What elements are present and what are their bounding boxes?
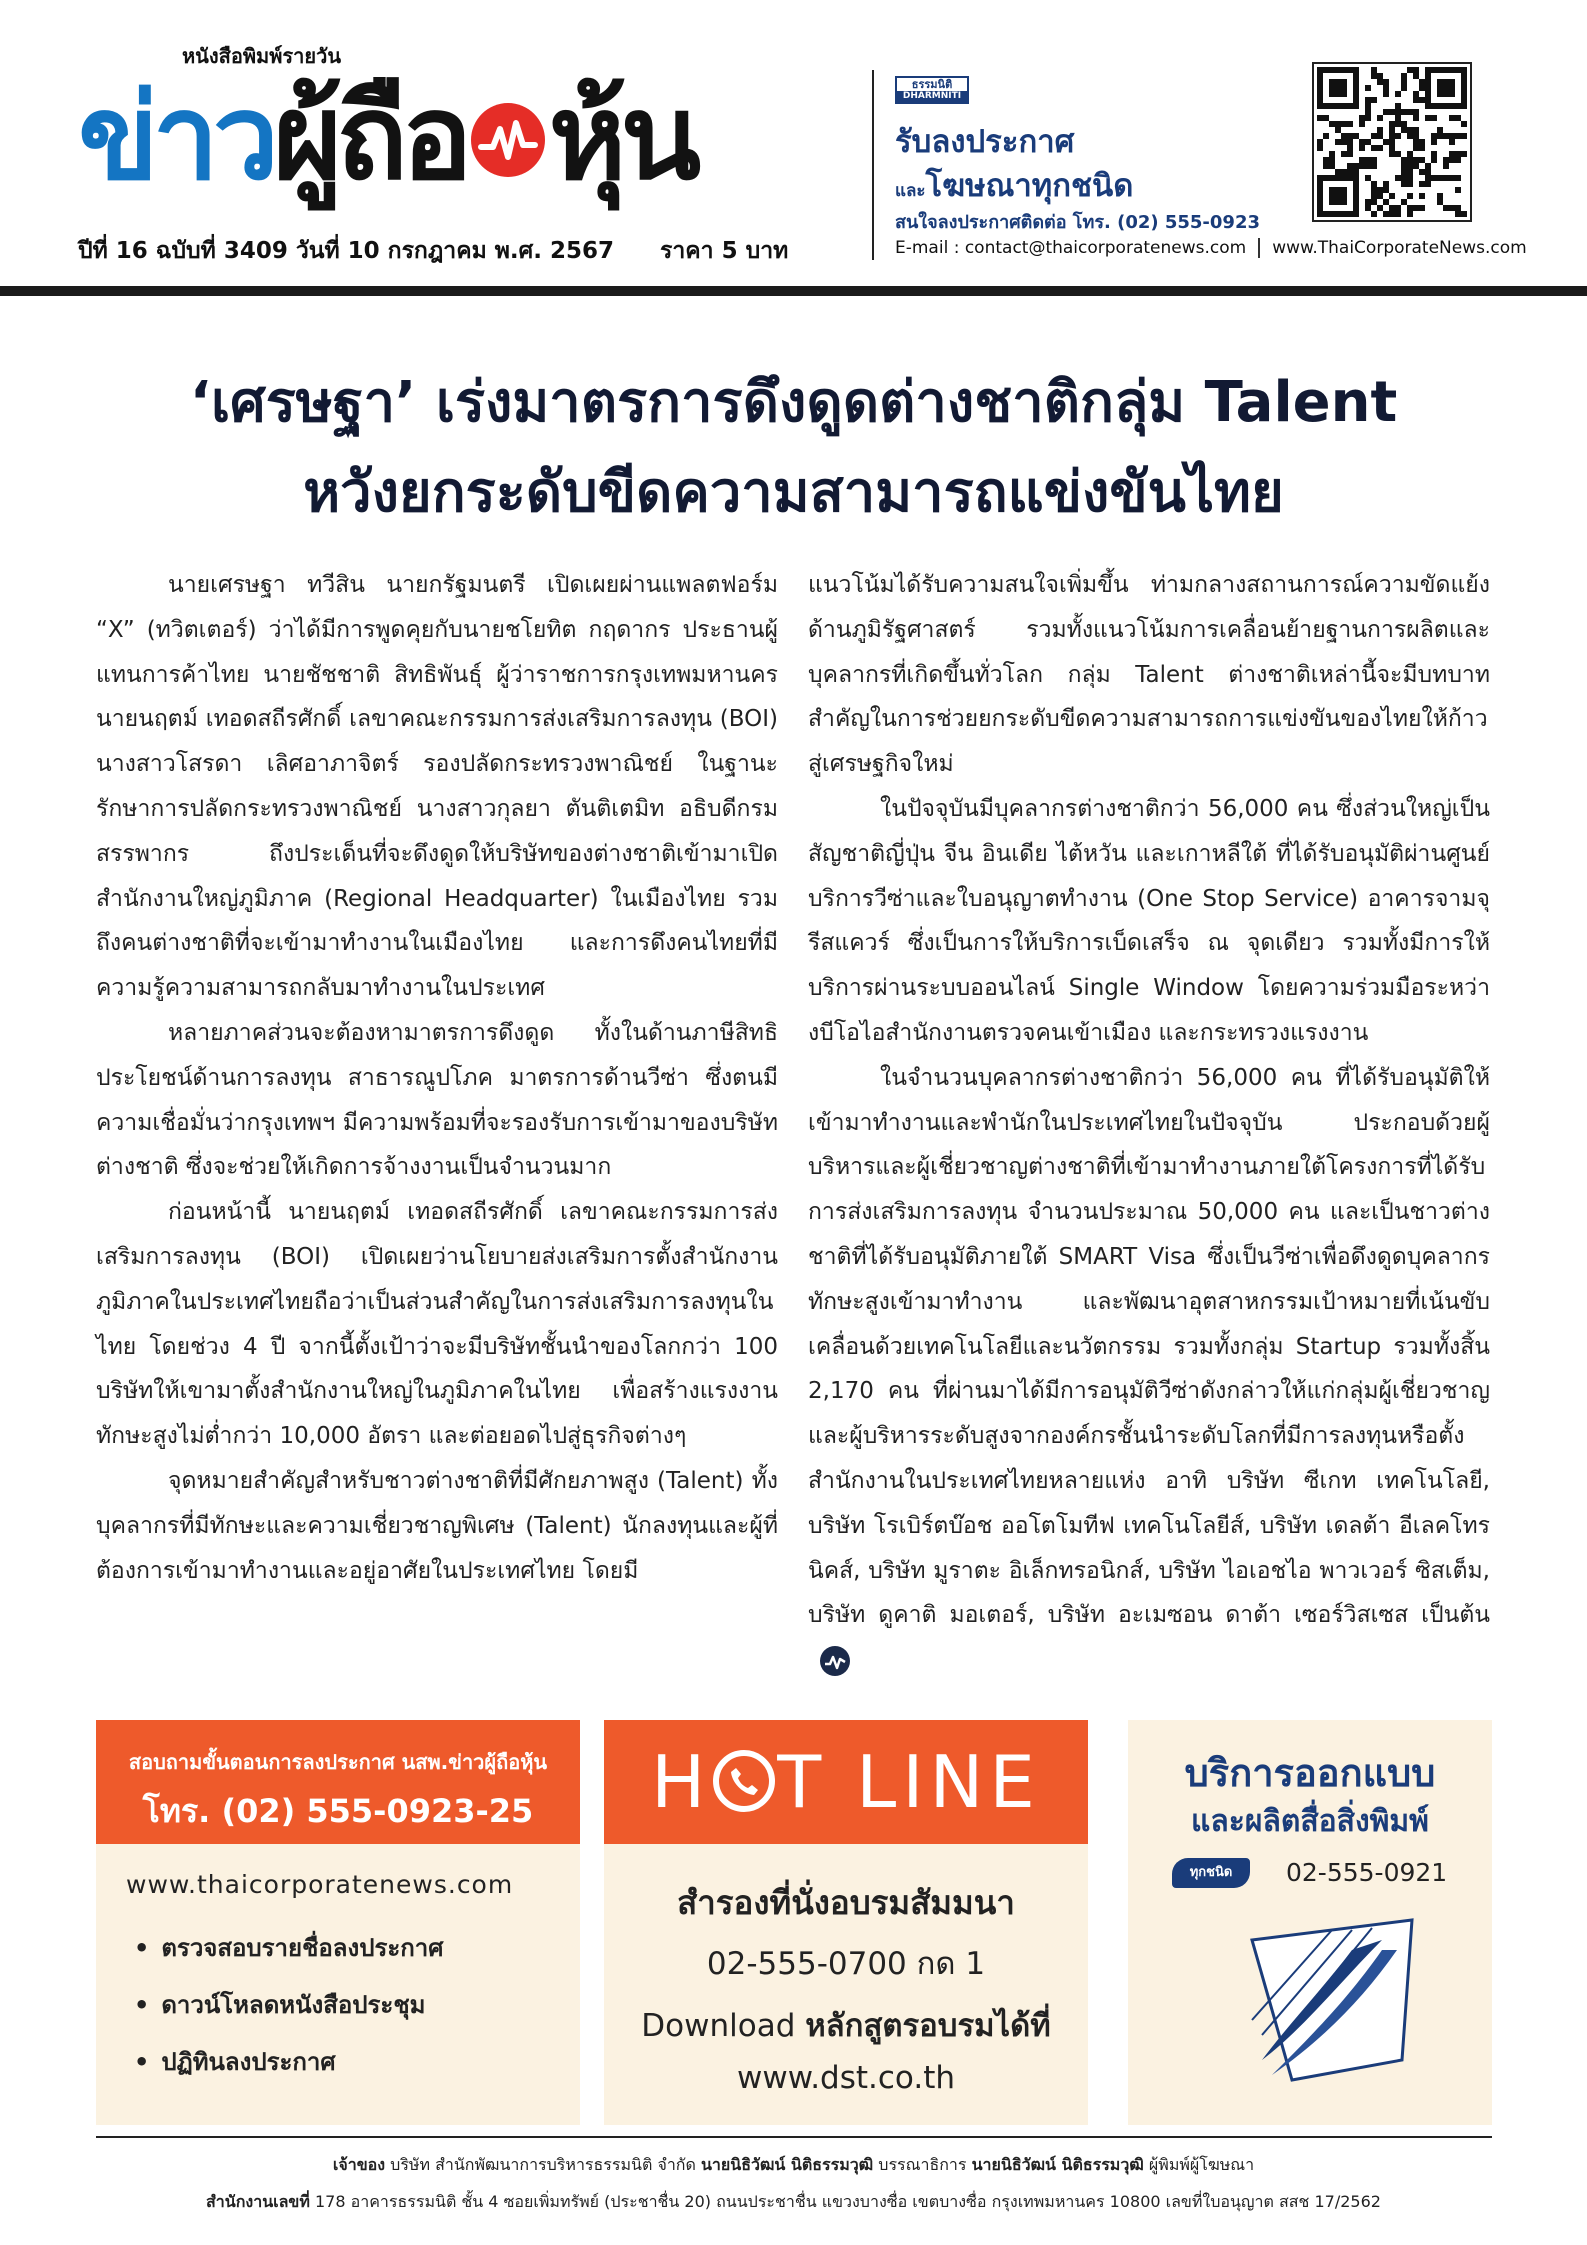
list-item: • ตรวจสอบรายชื่อลงประกาศ (134, 1928, 443, 1967)
qr-code[interactable] (1312, 62, 1472, 222)
dharmniti-logo (895, 76, 969, 104)
article-paragraph-last (808, 1056, 1490, 1683)
issue-date: ปีที่ 16 ฉบับที่ 3409 วันที่ 10 กรกฎาคม พ.ศ. 2567 (78, 238, 615, 264)
imprint-editor-role: บรรณาธิการ (878, 2155, 967, 2174)
ad-line-advertise (895, 160, 1133, 210)
list-item: • ปฏิทินลงประกาศ (134, 2042, 443, 2081)
article-paragraph: หลายภาคส่วนจะต้องหามาตรการดึงดูด ทั้งในด้านภาษีสิทธิประโยชน์ด้านการลงทุน สาธารณูปโภค มาตรการด้านวีซ่า ซึ่งตนมีความเชื่อมั่นว่ากรุงเทพฯ มีความพร้อมที่จะรองรับการเข้ามาของบริษัทต่างชาติ ซึ่งจะช่วยให้เกิดการจ้างงานเป็นจำนวนมาก (96, 1019, 778, 1181)
design-service-box (1128, 1720, 1492, 2125)
hotline-phone[interactable]: 02-555-0700 กด 1 (706, 1946, 986, 1982)
newspaper-logo[interactable] (78, 62, 695, 212)
article-paragraph: นายเศรษฐา ทวีสิน นายกรัฐมนตรี เปิดเผยผ่านแพลตฟอร์ม “X” (ทวิตเตอร์) ว่าได้มีการพูดคุยกับนายชโยทิต กฤดากร ประธานผู้แทนการค้าไทย นายชัชชาติ สิทธิพันธุ์ ผู้ว่าราชการกรุงเทพมหานคร นายนฤตม์ เทอดสถีรศักดิ์ เลขาคณะกรรมการส่งเสริมการลงทุน (BOI) นางสาวโสรดา เลิศอาภาจิตร์ รองปลัดกระทรวงพาณิชย์ ในฐานะรักษาการปลัดกระทรวงพาณิชย์ นางสาวกุลยา ตันติเตมิท อธิบดีกรมสรรพากร ถึงประเด็นที่จะดึงดูดให้บริษัทของต่างชาติเข้ามาเปิดสำนักงานใหญ่ภูมิภาค (Regional Headquarter) ในเมืองไทย รวมถึงคนต่างชาติที่จะเข้ามาทำงานในเมืองไทย และการดึงคนไทยที่มีความรู้ความสามารถกลับมาทำงานในประเทศ (96, 572, 778, 1002)
announcement-question: สอบถามขั้นตอนการลงประกาศ นสพ.ข่าวผู้ถือหุ้น (128, 1750, 548, 1774)
article-headline (0, 358, 1587, 538)
masthead-tagline: หนังสือพิมพ์รายวัน (182, 44, 341, 68)
imprint-owner-label: เจ้าของ (332, 2155, 386, 2174)
article-paragraph: แนวโน้มได้รับความสนใจเพิ่มขึ้น ท่ามกลางสถานการณ์ความขัดแย้งด้านภูมิรัฐศาสตร์ รวมทั้งแนวโน้มการเคลื่อนย้ายฐานการผลิตและบุคลากรที่เกิดขึ้นทั่วโลก กลุ่ม Talent ต่างชาติเหล่านี้จะมีบทบาทสำคัญในการช่วยยกระดับขีดความสามารถการแข่งขันของไทยให้ก้าวสู่เศรษฐกิจใหม่ (808, 572, 1490, 778)
masthead-rule (0, 286, 1587, 296)
stock-chart-icon (471, 103, 545, 177)
article-paragraph: ก่อนหน้านี้ นายนฤตม์ เทอดสถีรศักดิ์ เลขาคณะกรรมการส่งเสริมการลงทุน (BOI) เปิดเผยว่านโยบายส่งเสริมการตั้งสำนักงานภูมิภาคในประเทศไทยถือว่าเป็นส่วนสำคัญในการส่งเสริมการลงทุนในไทย โดยช่วง 4 ปี จากนี้ตั้งเป้าว่าจะมีบริษัทชั้นนำของโลกกว่า 100 บริษัทให้เขามาตั้งสำนักงานใหญ่ในภูมิภาคในไทย เพื่อสร้างแรงงานทักษะสูงไม่ต่ำกว่า 10,000 อัตรา และต่อยอดไปสู่ธุรกิจต่างๆ (96, 1199, 778, 1450)
imprint-owner (0, 2153, 1587, 2178)
hotline-header (604, 1720, 1088, 1844)
imprint-publisher-role: ผู้พิมพ์ผู้โฆษณา (1148, 2155, 1255, 2174)
article-paragraph: ในปัจจุบันมีบุคลากรต่างชาติกว่า 56,000 คน ซึ่งส่วนใหญ่เป็นสัญชาติญี่ปุ่น จีน อินเดีย ไต้หวัน และเกาหลีใต้ ที่ได้รับอนุมัติผ่านศูนย์บริการวีซ่าและใบอนุญาตทำงาน (One Stop Service) อาคารจามจุรีสแควร์ ซึ่งเป็นการให้บริการเบ็ดเสร็จ ณ จุดเดียว รวมทั้งมีการให้บริการผ่านระบบออนไลน์ Single Window โดยความร่วมมือระหว่างบีโอไอสำนักงานตรวจคนเข้าเมือง และกระทรวงแรงงาน (808, 795, 1490, 1046)
design-service-phone[interactable]: 02-555-0921 (1286, 1858, 1448, 1887)
headline-line-2: หวังยกระดับขีดความสามารถแข่งขันไทย (303, 460, 1284, 525)
imprint-office-text: 178 อาคารธรรมนิติ ชั้น 4 ซอยเพิ่มทรัพย์ (ประชาชื่น 20) ถนนประชาชื่น แขวงบางซื่อ เขตบางซื่อ กรุงเทพมหานคร 10800 เลขที่ใบอนุญาต สสช 17/2562 (315, 2192, 1381, 2211)
hotline-title-rest: T LINE (777, 1740, 1041, 1824)
issue-price: ราคา 5 บาท (660, 238, 789, 264)
hotline-box (604, 1720, 1088, 2125)
ad-line-advertise-text: โฆษณาทุกชนิด (925, 168, 1134, 204)
ad-email-link[interactable]: E-mail : contact@thaicorporatenews.com (895, 238, 1247, 258)
issue-info (78, 233, 788, 269)
ad-line-prefix: และ (895, 181, 926, 201)
paper-fold-icon (1232, 1910, 1432, 2110)
ad-contact-phone: สนใจลงประกาศติดต่อ โทร. (02) 555-0923 (895, 212, 1261, 233)
hotline-website-link[interactable]: www.dst.co.th (736, 2060, 956, 2096)
masthead (0, 0, 1587, 290)
article-column-right (808, 563, 1490, 1683)
ad-contact-line (895, 238, 1527, 258)
announcement-phone[interactable]: โทร. (02) 555-0923-25 (142, 1792, 534, 1830)
article-paragraph: จุดหมายสำคัญสำหรับชาวต่างชาติที่มีศักยภาพสูง (Talent) ทั้งบุคลากรที่มีทักษะและความเชี่ยวชาญพิเศษ (Talent) นักลงทุนและผู้ที่ต้องการเข้ามาทำงานและอยู่อาศัยในประเทศไทย โดยมี (96, 1467, 778, 1584)
ad-line-announce: รับลงประกาศ (895, 124, 1075, 160)
article-column-left (96, 563, 778, 1593)
announcement-info-box (96, 1720, 580, 2125)
hotline-title (604, 1740, 1088, 1824)
hotline-download-text: หลักสูตรอบรมได้ที่ (805, 2008, 1051, 2044)
end-of-article-icon (820, 1646, 850, 1676)
list-item: • ดาวน์โหลดหนังสือประชุม (134, 1985, 443, 2024)
logo-text-part1: ข่าว (78, 68, 274, 206)
article-paragraph-text: ในจำนวนบุคลากรต่างชาติกว่า 56,000 คน ที่ได้รับอนุมัติให้เข้ามาทำงานและพำนักในประเทศไทยในปัจจุบัน ประกอบด้วยผู้บริหารและผู้เชี่ยวชาญต่างชาติที่เข้ามาทำงานภายใต้โครงการที่ได้รับการส่งเสริมการลงทุน จำนวนประมาณ 50,000 คน และเป็นชาวต่างชาติที่ได้รับอนุมัติภายใต้ SMART Visa ซึ่งเป็นวีซ่าเพื่อดึงดูดบุคลากรทักษะสูงเข้ามาทำงาน และพัฒนาอุตสาหกรรมเป้าหมายที่เน้นขับเคลื่อนด้วยเทคโนโลยีและนวัตกรรม รวมทั้งกลุ่ม Startup รวมทั้งสิ้น 2,170 คน ที่ผ่านมาได้มีการอนุมัติวีซ่าดังกล่าวให้แก่กลุ่มผู้เชี่ยวชาญและผู้บริหารระดับสูงจากองค์กรชั้นนำระดับโลกที่มีการลงทุนหรือตั้งสำนักงานในประเทศไทยหลายแห่ง อาทิ บริษัท ซีเกท เทคโนโลยี, บริษัท โรเบิร์ตบ๊อช ออโตโมทีฟ เทคโนโลยีส์, บริษัท เดลต้า อีเลคโทรนิคส์, บริษัท มูราตะ อิเล็กทรอนิกส์, บริษัท ไอเอชไอ พาวเวอร์ ซิสเต็ม, บริษัท ดูคาติ มอเตอร์, บริษัท อะเมซอน ดาต้า เซอร์วิสเซส เป็นต้น (808, 1064, 1490, 1629)
imprint-rule (96, 2136, 1492, 2138)
imprint-office-label: สำนักงานเลขที่ (206, 2192, 310, 2211)
phone-icon (713, 1750, 775, 1812)
logo-text-part3: หุ้น (548, 68, 696, 206)
announcement-header (96, 1720, 580, 1844)
ad-website-link[interactable]: www.ThaiCorporateNews.com (1272, 238, 1527, 258)
design-service-subtitle: และผลิตสื่อสิ่งพิมพ์ (1191, 1804, 1429, 1839)
brand-name: ธรรมนิติ (911, 78, 953, 91)
design-service-title: บริการออกแบบ (1184, 1751, 1436, 1795)
hotline-download (604, 2000, 1088, 2050)
brand-sub: DHARMNITI (897, 91, 967, 102)
announcement-website-link[interactable]: www.thaicorporatenews.com (126, 1870, 514, 1899)
logo-text-part2: ผู้ถือ (273, 68, 467, 206)
ad-separator (1258, 238, 1260, 258)
imprint-editor-name: นายนิธิวัฒน์ นิติธรรมวุฒิ (700, 2155, 874, 2174)
hotline-download-prefix: Download (641, 2008, 796, 2044)
imprint-publisher-name: นายนิธิวัฒน์ นิติธรรมวุฒิ (971, 2155, 1144, 2174)
hotline-title-h: H (651, 1740, 712, 1824)
hotline-seminar: สำรองที่นั่งอบรมสัมมนา (677, 1883, 1015, 1922)
imprint-office (0, 2190, 1587, 2215)
masthead-divider (872, 70, 874, 260)
announcement-services-list (134, 1928, 443, 2099)
design-service-tag: ทุกชนิด (1172, 1858, 1250, 1888)
imprint-owner-text: บริษัท สำนักพัฒนาการบริหารธรรมนิติ จำกัด (390, 2155, 696, 2174)
headline-line-1: ‘เศรษฐา’ เร่งมาตรการดึงดูดต่างชาติกลุ่ม Talent (189, 370, 1398, 435)
qr-code-icon (1314, 64, 1470, 220)
